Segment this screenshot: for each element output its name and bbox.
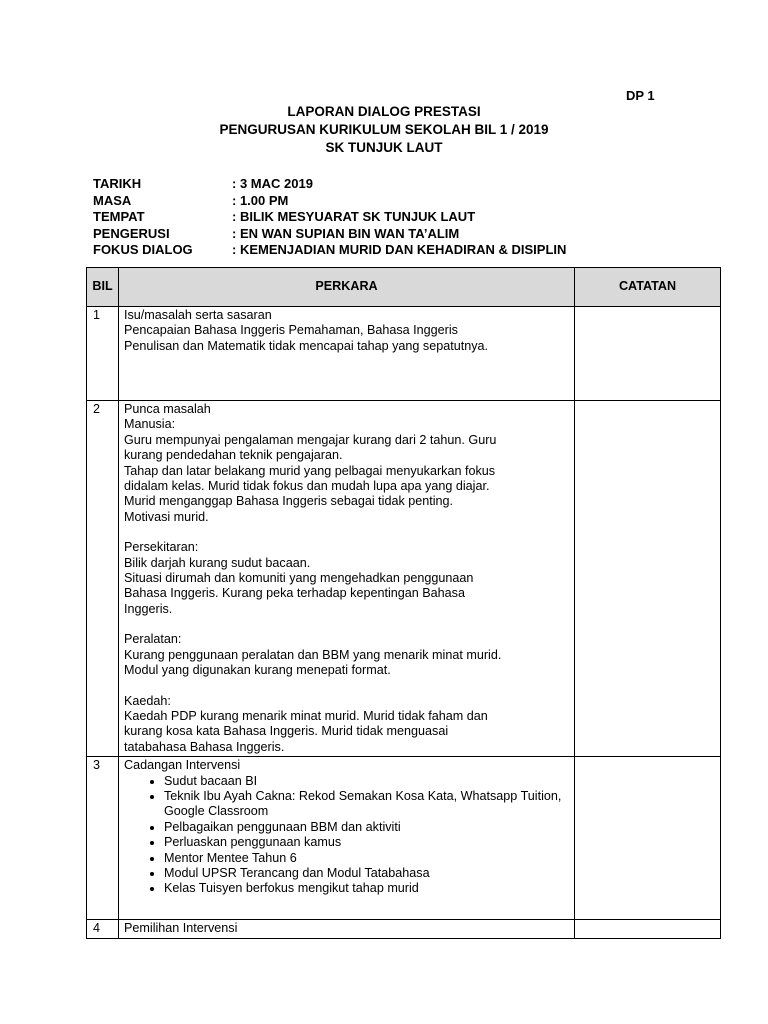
meta-value: : KEMENJADIAN MURID DAN KEHADIRAN & DISIPLIN (232, 242, 567, 257)
meta-label: TARIKH (93, 176, 142, 191)
text-line: didalam kelas. Murid tidak fokus dan mudah lupa apa yang diajar. (124, 479, 490, 494)
table-row (87, 757, 721, 920)
text-line: Kurang penggunaan peralatan dan BBM yang menarik minat murid. (124, 647, 502, 662)
row-number: 3 (87, 757, 119, 920)
row-number: 4 (87, 920, 119, 938)
document-code: DP 1 (626, 88, 655, 103)
text-line: Pencapaian Bahasa Inggeris Pemahaman, Bahasa Inggeris (124, 323, 458, 338)
section-title: Persekitaran: (124, 540, 199, 555)
row-content (119, 757, 575, 920)
list-item: • Modul UPSR Terancang dan Modul Tatabahasa (164, 866, 569, 881)
header-catatan: CATATAN (575, 268, 721, 307)
list-item: • Pelbagaikan penggunaan BBM dan aktiviti (164, 820, 569, 835)
table-row (87, 920, 721, 938)
meta-row-place (93, 209, 566, 226)
text-line: Motivasi murid. (124, 509, 209, 524)
meta-row-chairperson (93, 226, 566, 243)
dialog-table (86, 267, 721, 939)
text-line: tatabahasa Bahasa Inggeris. (124, 739, 285, 754)
text-line: Situasi dirumah dan komuniti yang mengehadkan penggunaan (124, 571, 474, 586)
text-line: kurang pendedahan teknik pengajaran. (124, 448, 343, 463)
row-number: 1 (87, 307, 119, 401)
row-content (119, 307, 575, 401)
cause-section-manusia (124, 417, 569, 525)
text-line: Bilik darjah kurang sudut bacaan. (124, 555, 311, 570)
section-title: Manusia: (124, 417, 176, 432)
list-item: • Sudut bacaan BI (164, 774, 569, 789)
document-titles (0, 103, 768, 157)
notes-cell (575, 401, 721, 757)
intervention-list (124, 774, 569, 897)
text-line: Bahasa Inggeris. Kurang peka terhadap kepentingan Bahasa (124, 586, 465, 601)
text-line: Guru mempunyai pengalaman mengajar kurang dari 2 tahun. Guru (124, 432, 497, 447)
text-line: kurang kosa kata Bahasa Inggeris. Murid tidak menguasai (124, 724, 449, 739)
meta-label: MASA (93, 192, 132, 208)
text-line: Murid menganggap Bahasa Inggeris sebagai tidak penting. (124, 494, 454, 509)
row-content (119, 920, 575, 938)
notes-cell (575, 307, 721, 401)
text-line: Tahap dan latar belakang murid yang pelbagai menyukarkan fokus (124, 463, 496, 478)
text-line: Kaedah PDP kurang menarik minat murid. Murid tidak faham dan (124, 708, 488, 723)
row-content (119, 401, 575, 757)
section-title: Kaedah: (124, 693, 171, 708)
row-heading: Cadangan Intervensi (124, 758, 241, 773)
meeting-details (93, 176, 566, 259)
meta-label: TEMPAT (93, 209, 145, 224)
meta-label: FOKUS DIALOG (93, 242, 193, 257)
meta-value: : 3 MAC 2019 (232, 176, 313, 191)
list-item: • Teknik Ibu Ayah Cakna: Rekod Semakan Kosa Kata, Whatsapp Tuition, Google Classroom (164, 789, 569, 820)
text-line: Modul yang digunakan kurang menepati format. (124, 663, 391, 678)
meta-label: PENGERUSI (93, 225, 170, 241)
header-perkara: PERKARA (119, 268, 575, 307)
meta-row-date (93, 176, 566, 193)
table-row (87, 307, 721, 401)
meta-row-focus (93, 242, 566, 259)
table-header-row (87, 268, 721, 307)
table-row (87, 401, 721, 757)
cause-section-persekitaran (124, 540, 569, 617)
list-item: • Kelas Tuisyen berfokus mengikut tahap murid (164, 881, 569, 896)
notes-cell (575, 757, 721, 920)
notes-cell (575, 920, 721, 938)
row-heading: Pemilihan Intervensi (124, 921, 238, 936)
row-heading: Isu/masalah serta sasaran (124, 308, 272, 322)
list-item: • Perluaskan penggunaan kamus (164, 835, 569, 850)
meta-row-time (93, 193, 566, 210)
cause-section-peralatan (124, 632, 569, 678)
report-subtitle: PENGURUSAN KURIKULUM SEKOLAH BIL 1 / 2019 (219, 122, 549, 137)
text-line: Penulisan dan Matematik tidak mencapai tahap yang sepatutnya. (124, 338, 489, 353)
section-title: Peralatan: (124, 632, 182, 647)
meta-value: : BILIK MESYUARAT SK TUNJUK LAUT (232, 209, 476, 224)
school-name: SK TUNJUK LAUT (325, 140, 443, 155)
list-item: • Mentor Mentee Tahun 6 (164, 851, 569, 866)
meta-value: : 1.00 PM (232, 192, 289, 208)
cause-section-kaedah (124, 694, 569, 756)
report-title: LAPORAN DIALOG PRESTASI (287, 104, 481, 119)
text-line: Inggeris. (124, 601, 173, 616)
header-bil: BIL (87, 268, 119, 307)
row-number: 2 (87, 401, 119, 757)
meta-value: : EN WAN SUPIAN BIN WAN TA’ALIM (232, 225, 460, 241)
row-heading: Punca masalah (124, 402, 211, 416)
